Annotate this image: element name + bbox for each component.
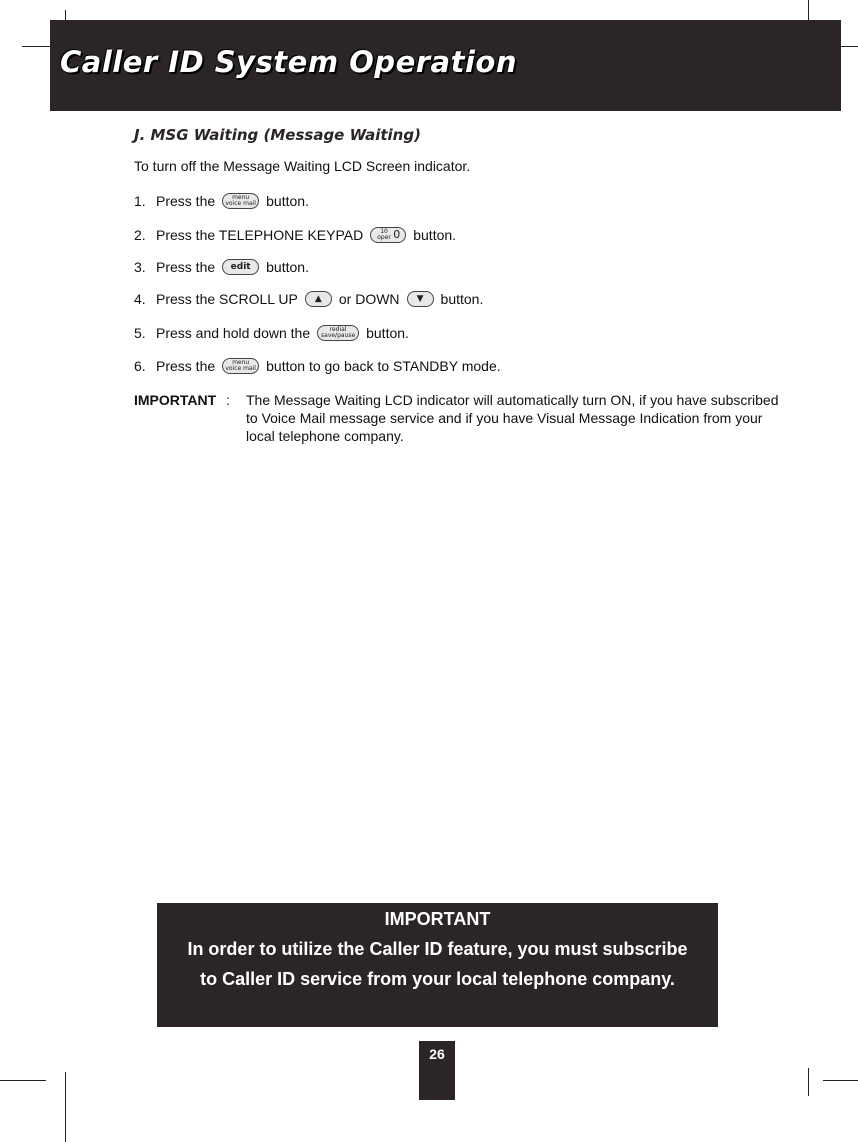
important-body: The Message Waiting LCD indicator will automatically turn ON, if you have subscribed to Voice Mail message service and if you have Visual Message Indication from your local telephone company. <box>246 392 779 444</box>
crop-mark <box>65 1072 66 1142</box>
step-text: button. <box>266 259 309 275</box>
redial-key-icon: redial save/pause <box>317 325 359 341</box>
step-1 <box>134 192 309 210</box>
page-title: Caller ID System Operation <box>60 45 517 79</box>
step-text: Press the <box>156 259 216 275</box>
step-text: Press and hold down the <box>156 325 311 341</box>
step-6 <box>134 357 501 375</box>
step-4 <box>134 290 483 308</box>
scroll-up-key-icon: ▲ <box>305 291 332 307</box>
step-number: 3. <box>134 259 146 275</box>
step-text: Press the <box>156 358 216 374</box>
crop-mark <box>808 0 809 20</box>
step-text: button. <box>440 291 484 307</box>
step-text: Press the TELEPHONE KEYPAD <box>156 227 364 243</box>
step-5 <box>134 324 409 342</box>
crop-mark <box>22 46 50 47</box>
step-text: Press the <box>156 193 216 209</box>
step-number: 1. <box>134 193 146 209</box>
intro-text: To turn off the Message Waiting LCD Screen indicator. <box>134 158 471 174</box>
scroll-down-key-icon: ▼ <box>407 291 434 307</box>
step-text: button. <box>366 325 409 341</box>
crop-mark <box>841 46 858 47</box>
menu-voicemail-key-icon: menu voice mail <box>222 193 259 209</box>
section-title: J. MSG Waiting (Message Waiting) <box>134 126 421 144</box>
notice-title: IMPORTANT <box>384 909 491 929</box>
notice-box <box>157 903 718 1027</box>
step-text: or DOWN <box>338 291 400 307</box>
step-number: 2. <box>134 227 146 243</box>
menu-voicemail-key-icon: menu voice mail <box>222 358 259 374</box>
notice-body: In order to utilize the Caller ID feature, you must subscribe to Caller ID service from your local telephone company. <box>187 939 688 989</box>
step-3 <box>134 258 309 276</box>
step-text: button. <box>266 193 309 209</box>
page-number: 26 <box>419 1041 455 1100</box>
crop-mark <box>808 1068 809 1096</box>
step-text: Press the SCROLL UP <box>156 291 298 307</box>
step-number: 6. <box>134 358 146 374</box>
keypad-zero-key-icon: 10 oper 0 <box>370 227 406 243</box>
important-colon: : <box>226 392 230 408</box>
step-number: 4. <box>134 291 146 307</box>
step-text: button to go back to STANDBY mode. <box>266 358 501 374</box>
step-number: 5. <box>134 325 146 341</box>
crop-mark <box>823 1080 858 1081</box>
edit-key-icon: edit <box>222 259 259 275</box>
important-label: IMPORTANT <box>134 392 217 408</box>
crop-mark <box>0 1080 46 1081</box>
step-text: button. <box>413 227 457 243</box>
step-2 <box>134 226 456 244</box>
